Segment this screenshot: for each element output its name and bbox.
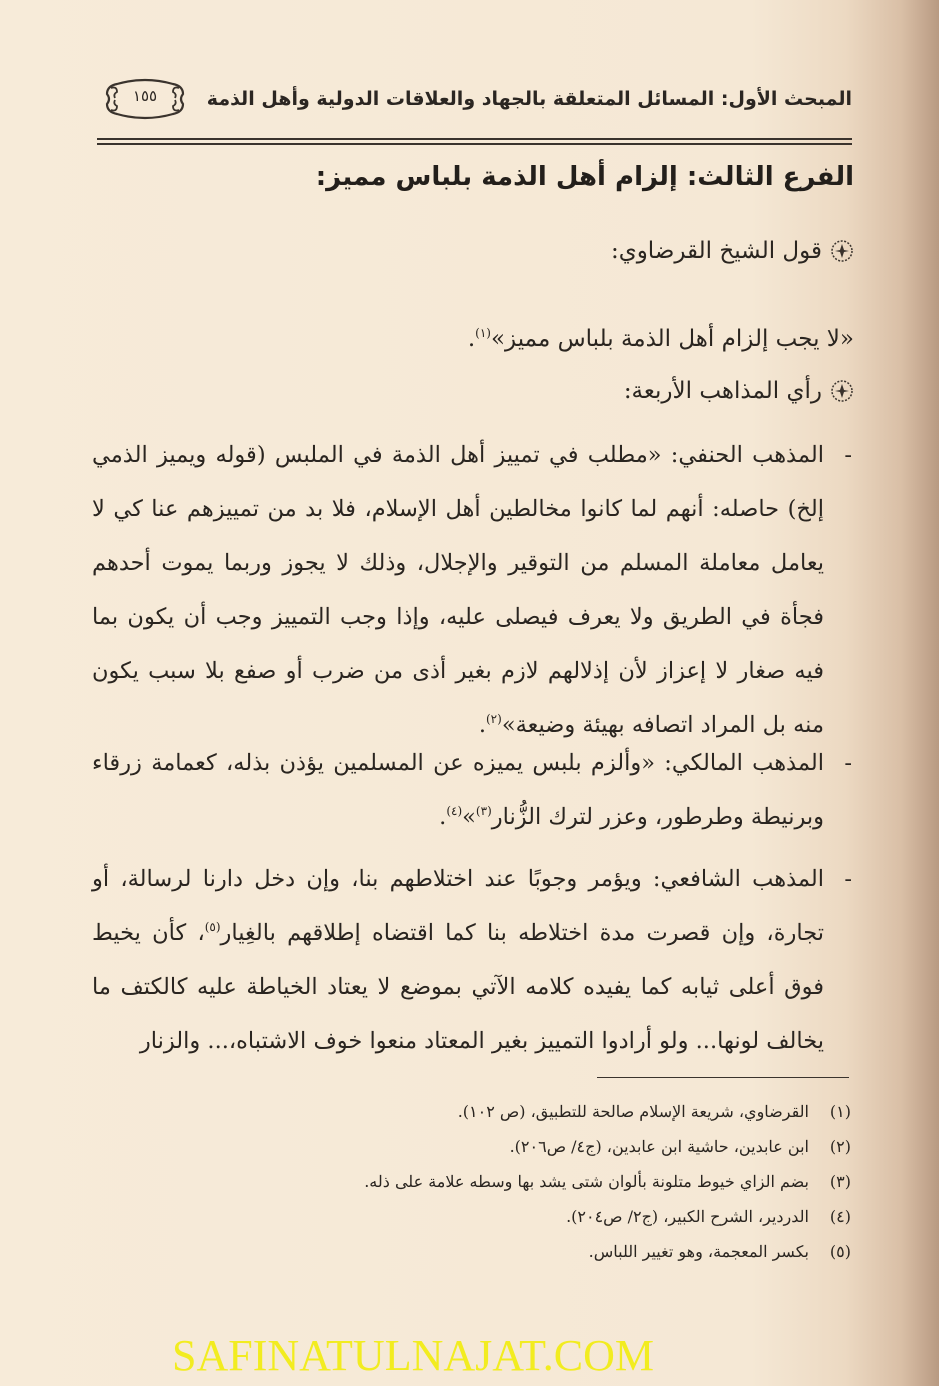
- quote-text: «لا يجب إلزام أهل الذمة بلباس مميز»: [490, 326, 854, 352]
- footnote-text: القرضاوي، شريعة الإسلام صالحة للتطبيق، (ص ١٠٢).: [457, 1102, 809, 1121]
- footnote-ref[interactable]: (٢): [485, 712, 502, 726]
- madhahib-heading-text: رأي المذاهب الأربعة:: [623, 378, 822, 404]
- footnote-3: [151, 1164, 851, 1199]
- footnote-4: [151, 1199, 851, 1234]
- page-header: [97, 78, 852, 126]
- maliki-text: المذهب المالكي: «وألزم بلبس يميزه عن المسلمين يؤذن بذله، كعمامة زرقاء وبرنيطة وطرطور، وعزر لترك الزُّنار: [92, 750, 824, 830]
- hanafi-paragraph: [92, 428, 852, 752]
- page-number: ١٥٥: [132, 87, 158, 105]
- hanafi-text: المذهب الحنفي: «مطلب في تمييز أهل الذمة في الملبس (قوله ويميز الذمي إلخ) حاصله: أنهم لما كانوا مخالطين أهل الإسلام، فلا بد من تمييزهم عنا كي لا يعامل معاملة المسلم من التوقير والإجلال، وذلك لا يجوز وربما يموت أحدهم فجأة في الطريق ولا يعرف فيصلى عليه، وإذا وجب التمييز وجب أن يكون بما فيه صغار لا إعزاز لأن إذلالهم لازم بغير أذى من ضرب أو صفع بلا سبب يكون منه بل المراد اتصافه بهيئة وضيعة»: [92, 442, 824, 738]
- maliki-paragraph: [92, 736, 852, 844]
- period: .: [478, 712, 486, 738]
- footnote-ref[interactable]: (٣): [475, 804, 492, 818]
- footnote-text: الدردير، الشرح الكبير، (ج٢/ ص٢٠٤).: [566, 1207, 809, 1226]
- footnote-ref[interactable]: (٤): [446, 804, 463, 818]
- footnote-separator: [597, 1077, 849, 1078]
- qaradawi-heading: [611, 238, 854, 264]
- list-dash: -: [844, 750, 852, 776]
- header-double-rule: [97, 138, 852, 145]
- madhahib-heading: [624, 378, 854, 404]
- qaradawi-quote: [468, 326, 854, 352]
- shafii-text: المذهب الشافعي: ويؤمر وجوبًا عند اختلاطهم بنا، وإن دخل دارنا لرسالة، أو تجارة، وإن قصرت مدة اختلاطه بنا كما اقتضاه إطلاقهم بالغِيار: [92, 866, 824, 946]
- flower-ornament-icon: [830, 379, 854, 403]
- footnote-number: (٢): [829, 1137, 851, 1156]
- running-head: المبحث الأول: المسائل المتعلقة بالجهاد والعلاقات الدولية وأهل الذمة: [206, 88, 852, 110]
- section-title: الفرع الثالث: إلزام أهل الذمة بلباس مميز:: [315, 162, 854, 192]
- shafii-text-cont: ، كأن يخيط فوق أعلى ثيابه كما يفيده كلامه الآتي بموضع لا يعتاد الخياطة عليه كالكتف ما يخالف لونها... ولو أرادوا التمييز بغير المعتاد منعوا خوف الاشتباه،... والزنار: [92, 920, 824, 1054]
- footnote-5: [151, 1234, 851, 1269]
- watermark: SAFINATULNAJAT.COM: [172, 1331, 655, 1380]
- quote-close: »: [462, 804, 476, 830]
- footnote-text: بكسر المعجمة، وهو تغيير اللباس.: [588, 1242, 809, 1261]
- flower-ornament-icon: [830, 239, 854, 263]
- quote-period: .: [467, 326, 476, 352]
- shafii-paragraph: [92, 852, 852, 1068]
- footnote-ref[interactable]: (١): [475, 326, 491, 340]
- list-dash: -: [844, 442, 852, 468]
- footnote-text: بضم الزاي خيوط متلونة بألوان شتى يشد بها وسطه علامة على ذله.: [364, 1172, 809, 1191]
- footnote-number: (٣): [829, 1172, 851, 1191]
- footnote-number: (٤): [829, 1207, 851, 1226]
- footnotes: [151, 1094, 851, 1269]
- list-dash: -: [844, 866, 852, 892]
- footnote-number: (٥): [829, 1242, 851, 1261]
- period: .: [439, 804, 447, 830]
- footnote-number: (١): [829, 1102, 851, 1121]
- page-number-frame: [103, 78, 187, 120]
- footnote-2: [151, 1129, 851, 1164]
- footnote-ref[interactable]: (٥): [204, 920, 221, 934]
- qaradawi-heading-text: قول الشيخ القرضاوي:: [610, 238, 822, 264]
- footnote-text: ابن عابدين، حاشية ابن عابدين، (ج٤/ ص٢٠٦).: [509, 1137, 809, 1156]
- footnote-1: [151, 1094, 851, 1129]
